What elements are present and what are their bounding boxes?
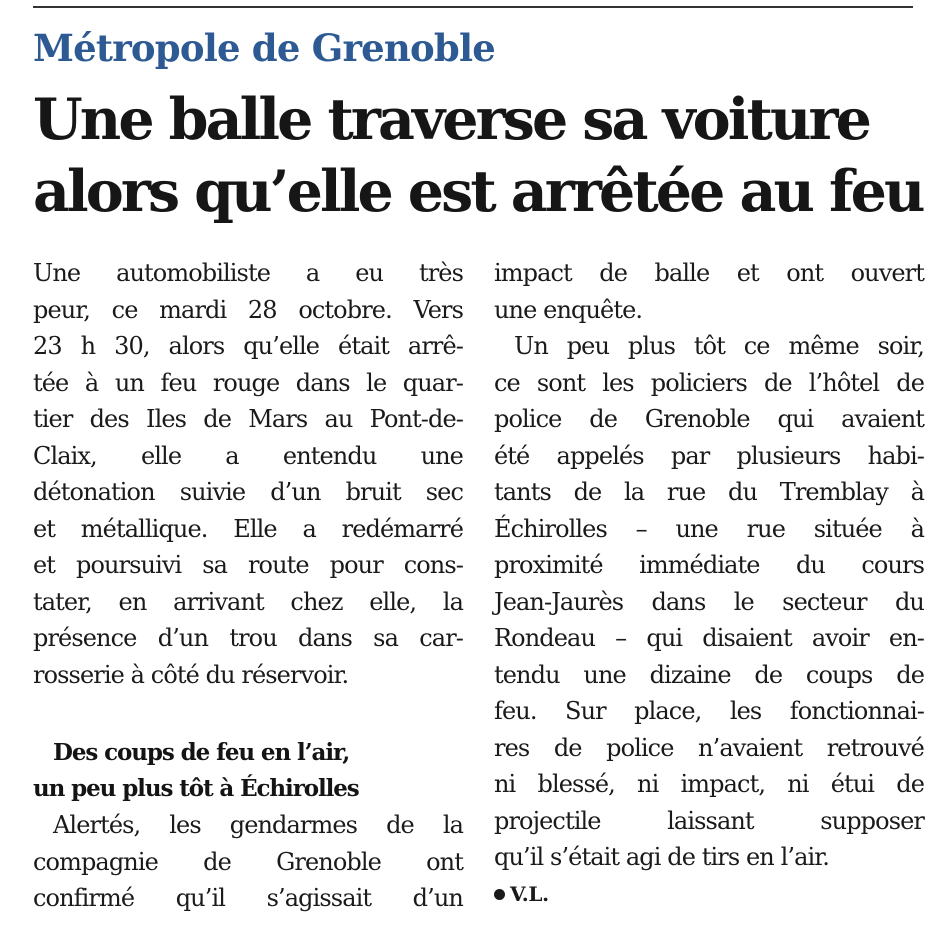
text-line: proximité immédiate du cours [494,551,924,579]
text-line: res de police n’avaient retrouvé [494,733,924,762]
paragraph-intro [33,255,463,693]
subhead-line: un peu plus tôt à Échirolles [33,775,359,802]
text-line: présence d’un trou dans sa car- [33,624,463,652]
text-line: ni blessé, ni impact, ni étui de [494,770,924,798]
paragraph-gendarmes [33,807,463,917]
text-line: Jean-Jaurès dans le secteur du [494,587,924,616]
article-subhead [33,735,463,807]
text-line: compagnie de Grenoble ont [33,847,463,876]
text-line: tants de la rue du Tremblay à [494,478,924,506]
headline-line: alors qu’elle est arrêtée au feu [33,158,923,225]
text-line: projectile laissant supposer [494,806,924,835]
text-line: peur, ce mardi 28 octobre. Vers [33,295,463,324]
text-line: confirmé qu’il s’agissait d’un [33,884,463,912]
article-column-right [494,255,924,912]
text-line: rosserie à côté du réservoir. [33,660,349,689]
paragraph-gendarmes-continued [494,255,924,328]
text-line: impact de balle et ont ouvert [494,259,924,287]
text-line: tier des Iles de Mars au Pont-de- [33,405,463,433]
text-line: qu’il s’était agi de tirs en l’air. [494,843,829,871]
text-line: tendu une dizaine de coups de [494,660,924,689]
signature-text: V.L. [510,881,549,906]
headline-line: Une balle traverse sa voiture [33,86,869,153]
article-column-left [33,255,463,917]
text-line: Claix, elle a entendu une [33,441,463,470]
subhead-line: Des coups de feu en l’air, [53,739,350,766]
text-line: détonation suivie d’un bruit sec [33,478,463,506]
text-line: Une automobiliste a eu très [33,259,463,287]
author-signature [494,876,924,913]
top-rule [33,6,913,8]
text-line: tée à un feu rouge dans le quar- [33,368,463,397]
text-line: feu. Sur place, les fonctionnai- [494,697,924,725]
text-line: ce sont les policiers de l’hôtel de [494,368,924,397]
article-headline [33,84,923,228]
bullet-icon [494,889,505,900]
text-line: Échirolles – une rue située à [494,514,924,543]
text-line: Alertés, les gendarmes de la [53,811,463,839]
text-line: tater, en arrivant chez elle, la [33,587,463,616]
text-line: et métallique. Elle a redémarré [33,514,463,543]
text-line: Un peu plus tôt ce même soir, [514,332,924,360]
text-line: une enquête. [494,295,643,324]
text-line: Rondeau – qui disaient avoir en- [494,624,924,652]
text-line: et poursuivi sa route pour cons- [33,551,463,579]
paragraph-gap [33,693,463,735]
text-line: police de Grenoble qui avaient [494,405,924,433]
article-kicker: Métropole de Grenoble [33,26,495,70]
paragraph-echirolles [494,328,924,876]
text-line: été appelés par plusieurs habi- [494,441,924,470]
text-line: 23 h 30, alors qu’elle était arrê- [33,332,463,360]
